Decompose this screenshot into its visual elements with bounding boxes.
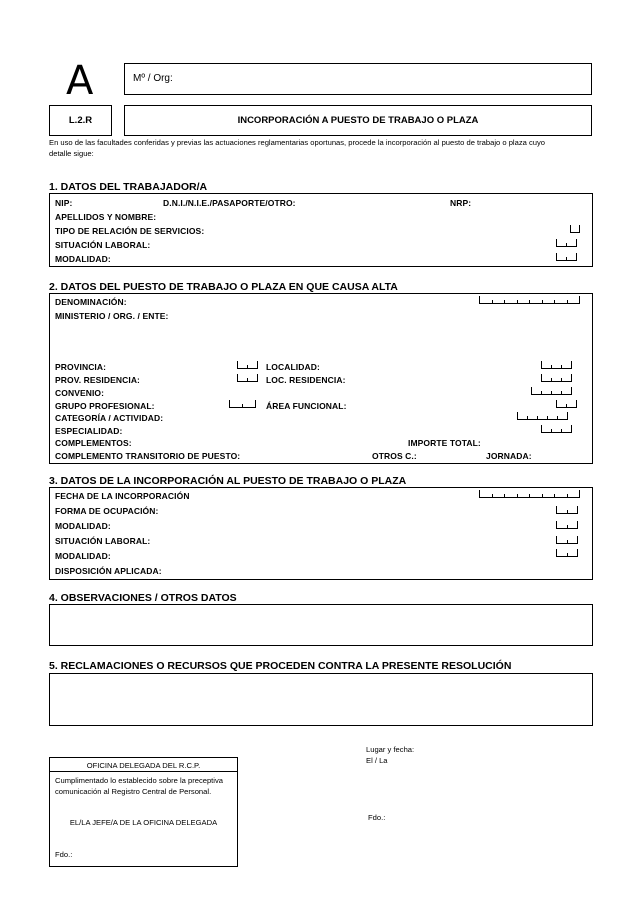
otros-complementos-label: OTROS C.:	[372, 451, 417, 461]
categoria-code[interactable]	[517, 412, 567, 420]
form-letter: A	[66, 58, 94, 104]
el-la-label: El / La	[366, 756, 388, 765]
situacion-laboral-3-label: SITUACIÓN LABORAL:	[55, 536, 151, 546]
section-4-title: 4. OBSERVACIONES / OTROS DATOS	[49, 592, 237, 604]
loc-residencia-code[interactable]	[541, 374, 571, 382]
org-field[interactable]	[124, 63, 592, 95]
reclamaciones-field[interactable]	[49, 673, 593, 726]
complemento-transitorio-label: COMPLEMENTO TRANSITORIO DE PUESTO:	[55, 451, 241, 461]
localidad-code[interactable]	[541, 361, 571, 369]
situacion-laboral-label: SITUACIÓN LABORAL:	[55, 240, 151, 250]
modalidad-2-label: MODALIDAD:	[55, 551, 111, 561]
lugar-fecha-label: Lugar y fecha:	[366, 745, 415, 754]
nrp-label: NRP:	[450, 198, 472, 208]
form-code: L.2.R	[68, 115, 93, 126]
observaciones-field[interactable]	[49, 604, 593, 646]
dni-label: D.N.I./N.I.E./PASAPORTE/OTRO:	[163, 198, 296, 208]
fdo-left: Fdo.:	[55, 850, 73, 859]
section-5-title: 5. RECLAMACIONES O RECURSOS QUE PROCEDEN CONTRA LA PRESENTE RESOLUCIÓN	[49, 660, 512, 672]
loc-residencia-label: LOC. RESIDENCIA:	[266, 375, 346, 385]
provincia-code[interactable]	[237, 361, 257, 369]
tipo-relacion-label: TIPO DE RELACIÓN DE SERVICIOS:	[55, 226, 205, 236]
prov-residencia-code[interactable]	[237, 374, 257, 382]
area-funcional-label: ÁREA FUNCIONAL:	[266, 401, 347, 411]
especialidad-label: ESPECIALIDAD:	[55, 426, 123, 436]
intro-text-line2: detalle sigue:	[49, 149, 94, 158]
categoria-label: CATEGORÍA / ACTIVIDAD:	[55, 413, 164, 423]
forma-code[interactable]	[556, 506, 577, 514]
modalidad-label: MODALIDAD:	[55, 254, 111, 264]
area-code[interactable]	[556, 400, 576, 408]
oficina-title: OFICINA DELEGADA DEL R.C.P.	[86, 761, 201, 770]
denominacion-label: DENOMINACIÓN:	[55, 297, 127, 307]
especialidad-code[interactable]	[541, 425, 571, 433]
fecha-code[interactable]	[479, 490, 579, 498]
intro-text-line1: En uso de las facultades conferidas y previas las actuaciones reglamentarias oportunas, procede la incorporación al puesto de trabajo o plaza cuyo	[49, 138, 546, 147]
section-1-title: 1. DATOS DEL TRABAJADOR/A	[49, 181, 208, 193]
localidad-label: LOCALIDAD:	[266, 362, 320, 372]
situacion3-code[interactable]	[556, 536, 577, 544]
complementos-label: COMPLEMENTOS:	[55, 438, 132, 448]
convenio-label: CONVENIO:	[55, 388, 105, 398]
fdo-right: Fdo.:	[368, 813, 386, 822]
nip-label: NIP:	[55, 198, 73, 208]
org-label: Mº / Org:	[133, 73, 173, 84]
cumplimentado-line2: comunicación al Registro Central de Personal.	[55, 787, 212, 796]
situacion-code[interactable]	[556, 239, 576, 247]
modalidad2-code[interactable]	[556, 549, 577, 557]
oficina-delegada-box	[49, 757, 238, 867]
disposicion-label: DISPOSICIÓN APLICADA:	[55, 566, 162, 576]
form-code-box	[49, 105, 112, 136]
cumplimentado-line1: Cumplimentado lo establecido sobre la preceptiva	[55, 776, 224, 785]
title-box	[124, 105, 592, 136]
modalidad-1-label: MODALIDAD:	[55, 521, 111, 531]
apellidos-label: APELLIDOS Y NOMBRE:	[55, 212, 157, 222]
prov-residencia-label: PROV. RESIDENCIA:	[55, 375, 140, 385]
modalidad1-code[interactable]	[556, 521, 577, 529]
section-3-title: 3. DATOS DE LA INCORPORACIÓN AL PUESTO DE TRABAJO O PLAZA	[49, 475, 407, 487]
section-2-title: 2. DATOS DEL PUESTO DE TRABAJO O PLAZA EN QUE CAUSA ALTA	[49, 281, 398, 293]
grupo-code[interactable]	[229, 400, 255, 408]
convenio-code[interactable]	[531, 387, 571, 395]
grupo-profesional-label: GRUPO PROFESIONAL:	[55, 401, 155, 411]
forma-ocupacion-label: FORMA DE OCUPACIÓN:	[55, 506, 159, 516]
tipo-relacion-code[interactable]	[570, 225, 579, 233]
provincia-label: PROVINCIA:	[55, 362, 107, 372]
ministerio-label: MINISTERIO / ORG. / ENTE:	[55, 311, 169, 321]
modalidad-code[interactable]	[556, 253, 576, 261]
jefe-oficina: EL/LA JEFE/A DE LA OFICINA DELEGADA	[69, 818, 218, 827]
fecha-incorporacion-label: FECHA DE LA INCORPORACIÓN	[55, 491, 190, 501]
jornada-label: JORNADA:	[486, 451, 532, 461]
denominacion-code[interactable]	[479, 296, 579, 304]
form-title: INCORPORACIÓN A PUESTO DE TRABAJO O PLAZA	[237, 115, 479, 126]
importe-total-label: IMPORTE TOTAL:	[408, 438, 481, 448]
